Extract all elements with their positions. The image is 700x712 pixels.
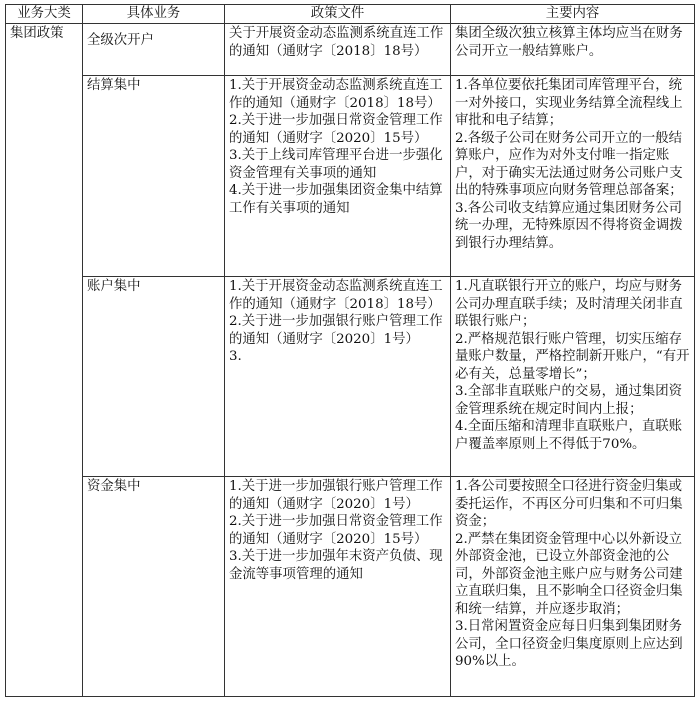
- policy-doc: 1.关于开展资金动态监测系统直连工作的通知（通财字〔2018〕18号）: [229, 279, 443, 312]
- business-cell: 资金集中: [83, 477, 225, 697]
- content-item: 4.全面压缩和清理非直联账户，直联账户覆盖率原则上不得低于70%。: [455, 419, 683, 452]
- business-cell: 结算集中: [83, 76, 225, 277]
- policy-doc: 1.关于开展资金动态监测系统直连工作的通知（通财字〔2018〕18号）: [229, 78, 443, 111]
- header-row: [6, 5, 695, 24]
- content-item: 3.各公司收支结算应通过集团财务公司统一办理，无特殊原因不得将资金调拨到银行办理结算。: [455, 200, 683, 251]
- category-cell: 集团政策: [6, 24, 83, 697]
- content-cell: [451, 477, 695, 697]
- business-cell: 账户集中: [83, 277, 225, 477]
- policy-doc: 4.关于进一步加强集团资金集中结算工作有关事项的通知: [229, 183, 443, 216]
- content-item: 2.各级子公司在财务公司开立的一般结算账户，应作为对外支付唯一指定账户，对于确实无法通过财务公司账户支出的特殊事项应向财务管理总部备案；: [455, 130, 683, 198]
- content-item: 1.凡直联银行开立的账户，均应与财务公司办理直联手续；及时清理关闭非直联银行账户；: [455, 279, 683, 329]
- policy-doc: 2.关于进一步加强日常资金管理工作的通知（通财字〔2020〕15号）: [229, 113, 443, 146]
- policy-doc: 3.关于进一步加强年末资产负债、现金流等事项管理的通知: [229, 549, 443, 582]
- content-item: 集团全级次独立核算主体均应当在财务公司开立一般结算账户。: [455, 26, 683, 59]
- policy-docs-cell: [225, 477, 451, 697]
- policy-doc: 3.: [229, 349, 242, 364]
- policy-doc: 3.关于上线司库管理平台进一步强化资金管理有关事项的通知: [229, 148, 443, 181]
- content-item: 3.日常闲置资金应每日归集到集团财务公司，全口径资金归集度原则上应达到90%以上。: [455, 619, 683, 669]
- table-row: [6, 76, 695, 277]
- policy-doc: 1.关于进一步加强银行账户管理工作的通知（通财字〔2020〕1号）: [229, 479, 443, 512]
- business-cell: 全级次开户: [83, 24, 225, 76]
- table-row: [6, 277, 695, 477]
- content-item: 1.各公司要按照全口径进行资金归集或委托运作，不再区分可归集和不可归集资金；: [455, 479, 683, 529]
- header-main-content: 主要内容: [451, 5, 695, 24]
- policy-docs-cell: [225, 76, 451, 277]
- content-cell: [451, 24, 695, 76]
- policy-doc: 关于开展资金动态监测系统直连工作的通知（通财字〔2018〕18号）: [229, 26, 444, 59]
- header-category: 业务大类: [6, 5, 83, 24]
- policy-docs-cell: [225, 277, 451, 477]
- content-cell: [451, 277, 695, 477]
- content-item: 3.全部非直联账户的交易，通过集团资金管理系统在规定时间内上报；: [455, 384, 683, 417]
- content-item: 2.严禁在集团资金管理中心以外新设立外部资金池，已设立外部资金池的公司，外部资金池主账户应与财务公司建立直联归集，且不影响全口径资金归集和统一结算，并应逐步取消；: [455, 531, 683, 617]
- policy-table: [5, 4, 695, 697]
- content-cell: [451, 76, 695, 277]
- table-row: [6, 24, 695, 76]
- policy-doc: 2.关于进一步加强银行账户管理工作的通知（通财字〔2020〕1号）: [229, 314, 443, 347]
- policy-docs-cell: [225, 24, 451, 76]
- policy-doc: 2.关于进一步加强日常资金管理工作的通知（通财字〔2020〕15号）: [229, 514, 443, 547]
- header-policy-docs: 政策文件: [225, 5, 451, 24]
- content-item: 2.严格规范银行账户管理，切实压缩存量账户数量，严格控制新开账户，“有开必有关，总量零增长”；: [455, 331, 690, 382]
- table-row: [6, 477, 695, 697]
- content-item: 1.各单位要依托集团司库管理平台，统一对外接口，实现业务结算全流程线上审批和电子结算；: [455, 78, 683, 128]
- header-business: 具体业务: [83, 5, 225, 24]
